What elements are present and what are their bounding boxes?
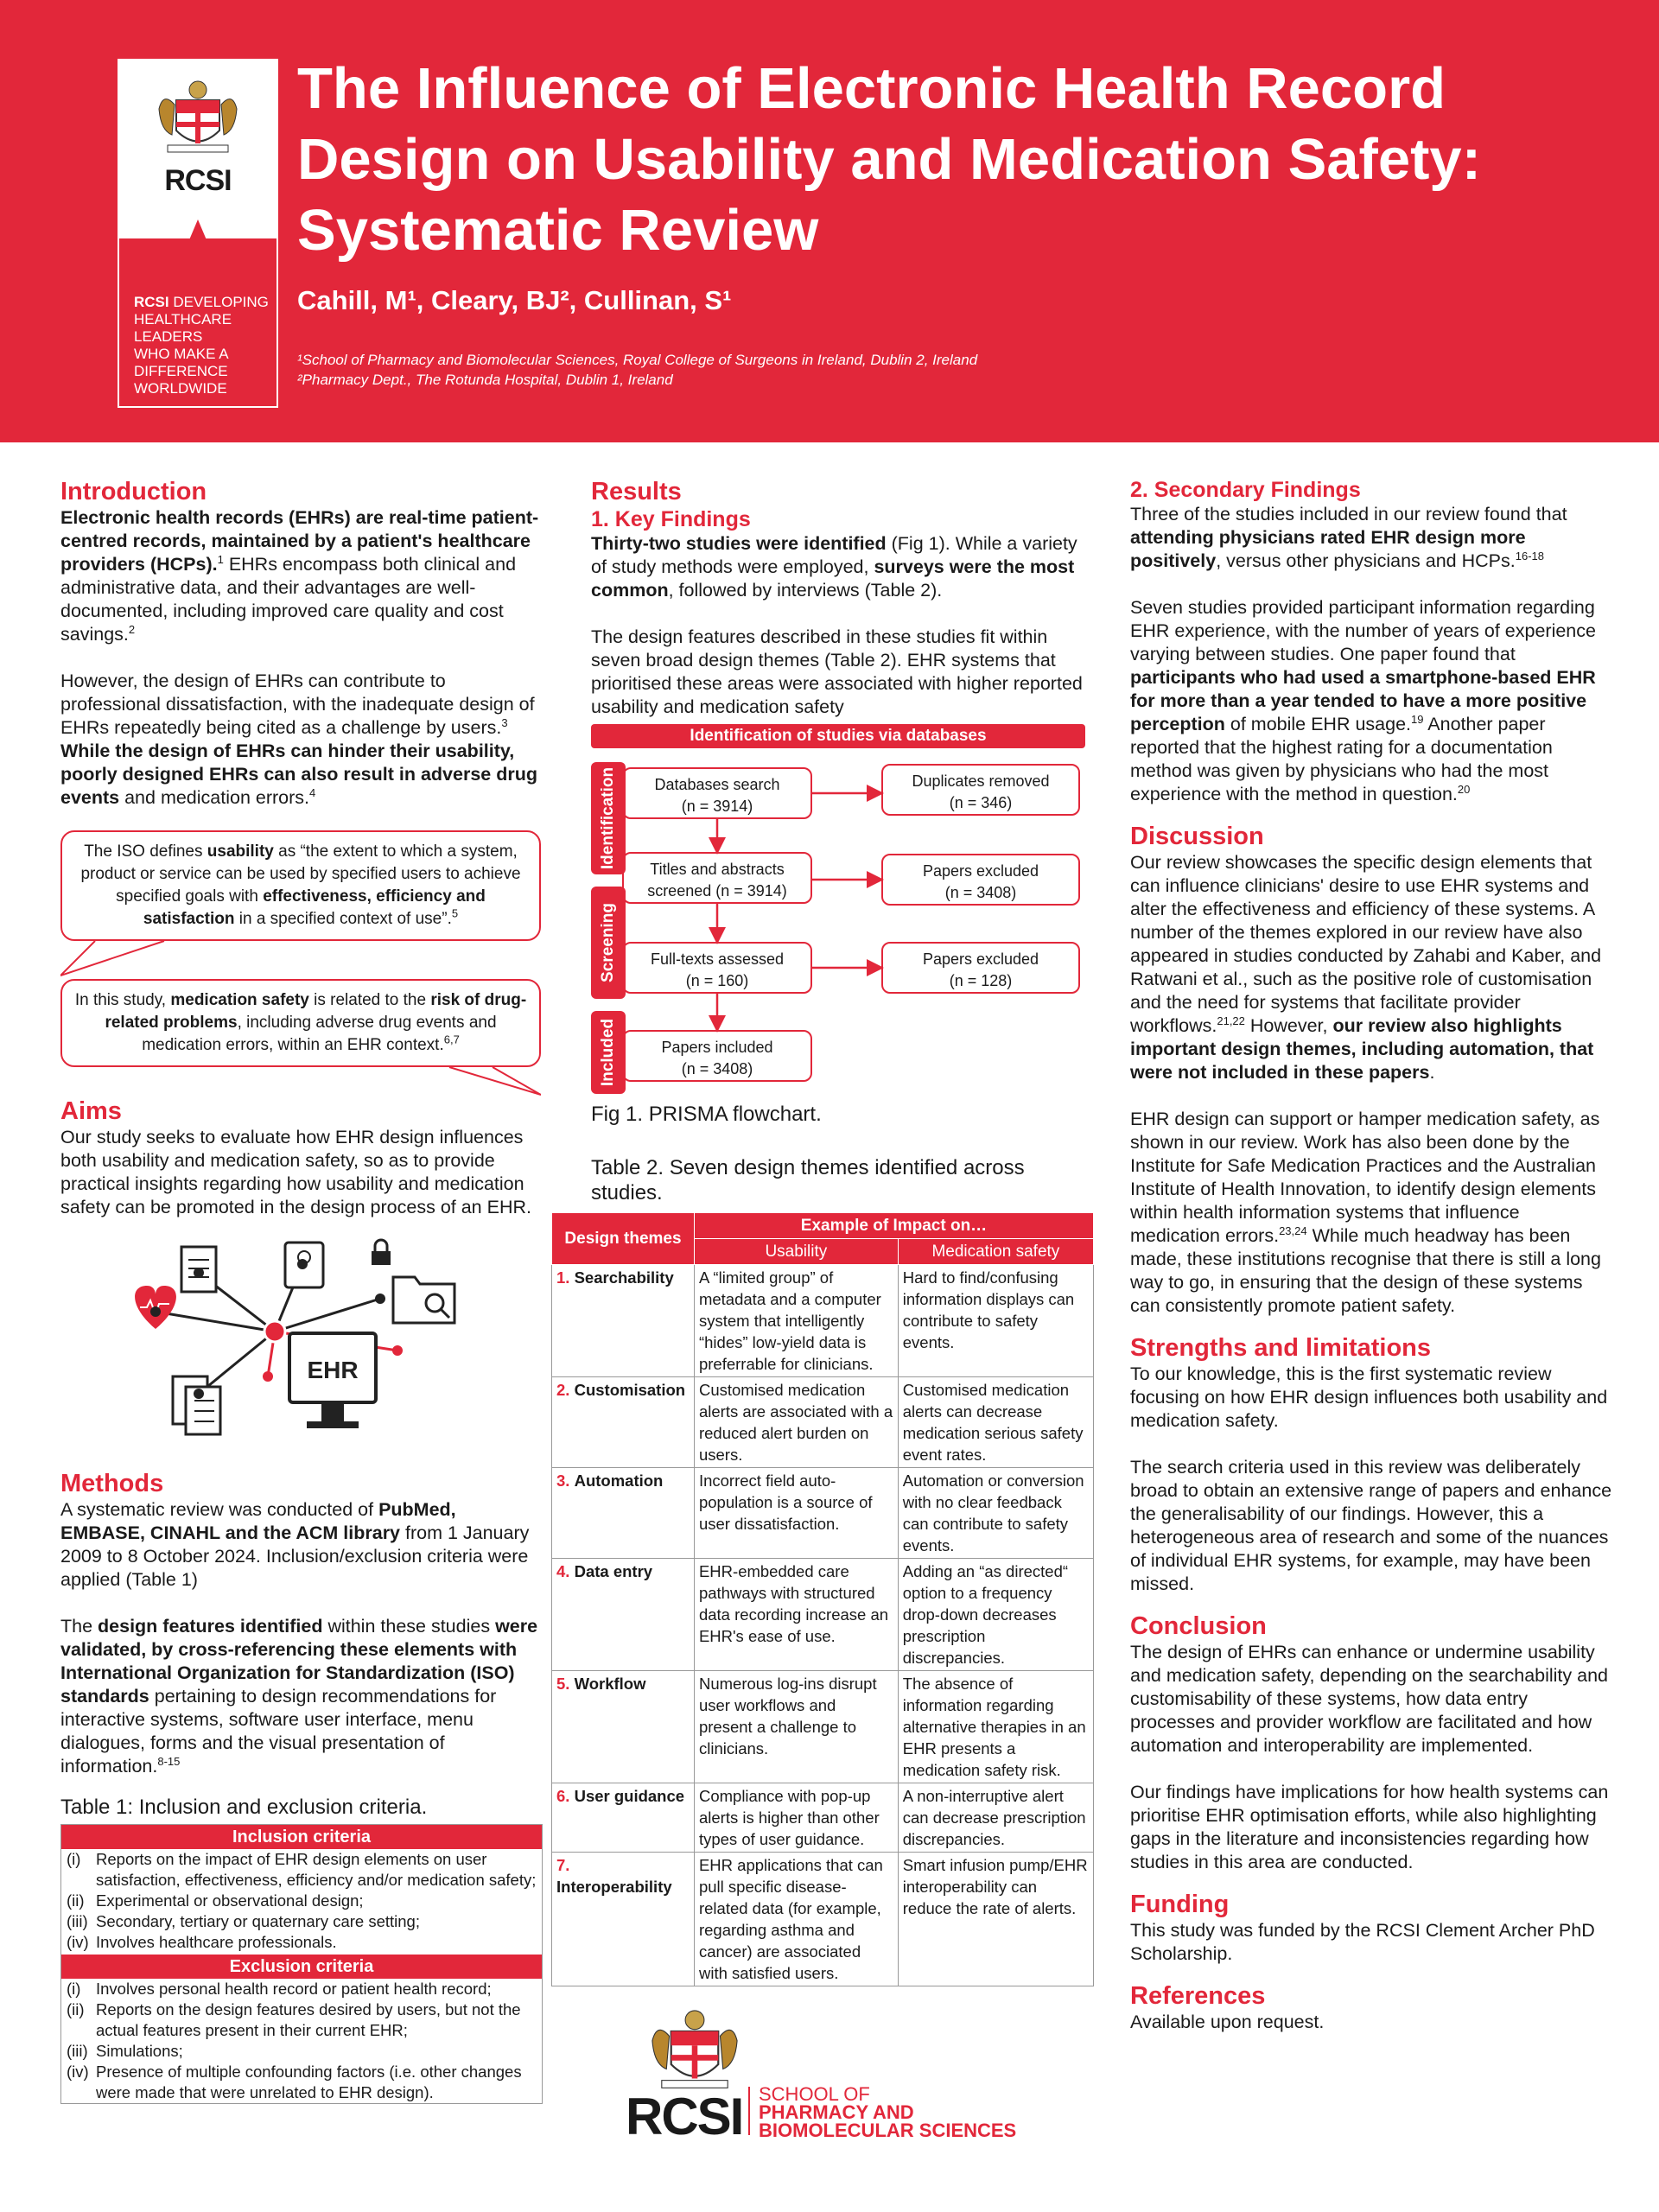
- stage-included: Included: [591, 1011, 626, 1094]
- exclusion-row: (iii) Simulations;: [67, 2042, 183, 2060]
- column-right: [1130, 477, 1614, 2034]
- column-left: [60, 477, 541, 2104]
- inclusion-row: (i) Reports on the impact of EHR design elements on user satisfaction, effectiveness, efficiency and/or medication safety;: [67, 1850, 537, 1889]
- funding-heading: Funding: [1130, 1891, 1230, 1918]
- folder-search-icon: [393, 1277, 454, 1323]
- fig1-caption: Fig 1. PRISMA flowchart.: [591, 1103, 822, 1126]
- inclusion-row: (iv) Involves healthcare professionals.: [67, 1933, 337, 1951]
- authors: Cahill, M¹, Cleary, BJ², Cullinan, S¹: [297, 285, 732, 315]
- ehr-label: EHR: [307, 1357, 359, 1383]
- table1: [60, 1824, 543, 2104]
- school-name: SCHOOL OF PHARMACY AND BIOMOLECULAR SCIENCES: [759, 2083, 1017, 2141]
- poster-title: The Influence of Electronic Health Record Design on Usability and Medication Safety: Systematic Review: [297, 56, 1481, 263]
- poster-header: [0, 0, 1659, 442]
- secondary-heading: 2. Secondary Findings: [1130, 478, 1361, 502]
- design-themes-table: [551, 1212, 1094, 1986]
- conclusion-heading: Conclusion: [1130, 1612, 1267, 1640]
- references-heading: References: [1130, 1982, 1266, 2010]
- table2-caption: Table 2. Seven design themes identified across studies.: [591, 1156, 1025, 1205]
- affiliations: ¹School of Pharmacy and Biomolecular Sciences, Royal College of Surgeons in Ireland, Dublin 2, Ireland ²Pharmacy Dept., The Rotunda Hospital, Dublin 1, Ireland: [297, 352, 978, 388]
- strengths-p2: The search criteria used in this review was deliberately broad to obtain an extensive range of papers and enhance the generalisability of our findings. However, this a heterogeneous area of research and some of the nuances of individual EHR systems, for example, may have been missed.: [1130, 1457, 1612, 1594]
- exclusion-row: (iv) Presence of multiple confounding factors (i.e. other changes were made that were unrelated to EHR design).: [67, 2063, 522, 2101]
- school-logo: [591, 2000, 1092, 2145]
- inclusion-row: (iii) Secondary, tertiary or quaternary care setting;: [67, 1912, 420, 1930]
- conclusion-p2: Our findings have implications for how health systems can prioritise EHR optimisation efforts, while also highlighting gaps in the literature and inconsistencies regarding how studies in this area are conducted.: [1130, 1782, 1609, 1872]
- table1-caption: Table 1: Inclusion and exclusion criteria.: [60, 1796, 428, 1819]
- strengths-p1: To our knowledge, this is the first systematic review focusing on how EHR design influences both usability and medication safety.: [1130, 1363, 1608, 1431]
- results-p2: The design features described in these studies fit within seven broad design themes (Table 2). EHR systems that prioritised these areas were associated with higher reported usability and medication safety: [591, 626, 1083, 717]
- usability-callout: The ISO defines usability as “the extent to which a system, product or service can be used by specified users to achieve specified goals with effectiveness, efficiency and satisfaction in a specified context of use”.$^5$: [60, 830, 541, 941]
- intro-heading: Introduction: [60, 478, 207, 505]
- fulltext-box: Full-texts assessed (n = 160): [622, 942, 812, 994]
- prisma-arrows: [591, 724, 1092, 1096]
- exclusion-row: (ii) Reports on the design features desired by users, but not the actual features present in their current EHR;: [67, 2000, 521, 2039]
- logo-divider: [748, 2087, 750, 2135]
- methods-p2: The design features identified within these studies were validated, by cross-referencing these elements with International Organization for Standardization (ISO) standards pertaining to design recommendations for interactive systems, software user interface, menu dialogues, forms and the visual presentation of information.$^{8-15}$: [60, 1616, 538, 1777]
- funding-text: This study was funded by the RCSI Clement Archer PhD Scholarship.: [1130, 1920, 1595, 1964]
- screened-box: Titles and abstracts screened (n = 3914): [622, 852, 812, 904]
- strengths-heading: Strengths and limitations: [1130, 1334, 1432, 1362]
- callout-pointer-2: [60, 1067, 541, 1096]
- aims-text: Our study seeks to evaluate how EHR design influences both usability and medication safety, so as to provide practical insights regarding how usability and medication safety can be promoted in the design process of an EHR.: [60, 1127, 531, 1217]
- prisma-flowchart: [591, 724, 1092, 1096]
- results-p1: Thirty-two studies were identified (Fig 1). While a variety of study methods were employed, surveys were the most common, followed by interviews (Table 2).: [591, 533, 1077, 601]
- intro-p1: Electronic health records (EHRs) are real-time patient-centred records, maintained by a patient's healthcare providers (HCPs).$^1$ EHRs encompass both clinical and administrative data, and their advantages are well-documented, including improved care quality and cost savings.$^2$: [60, 507, 539, 645]
- methods-heading: Methods: [60, 1470, 164, 1497]
- table-row: 1. Searchability A “limited group” of metadata and a computer system that intelligently “hides” low-yield data is preferrable for clinicians. Hard to find/confusing information displays can contribute to safety events.: [552, 1265, 1094, 1377]
- table-row: 4. Data entry EHR-embedded care pathways with structured data recording increase an EHR's ease of use. Adding an “as directed“ option to a frequency drop-down decreases prescription discrepancies.: [552, 1559, 1094, 1671]
- discussion-p1: Our review showcases the specific design elements that can influence clinicians' desire to use EHR systems and alter the effectiveness and efficiency of these systems. A number of the themes explored in our review have also appeared in studies conducted by Zahabi and Kaber, and Ratwani et al., such as the positive role of customisation and the need for systems that facilitate provider workflows.$^{21,22}$ However, our review also highlights important design themes, including automation, that were not included in these papers.: [1130, 852, 1602, 1083]
- references-text: Available upon request.: [1130, 2012, 1325, 2032]
- table-row: 7. Interoperability EHR applications that can pull specific disease-related data (for example, regarding asthma and cancer) are associated with satisfied users. Smart infusion pump/EHR interoperability can reduce the rate of alerts.: [552, 1853, 1094, 1986]
- table-row: 5. Workflow Numerous log-ins disrupt user workflows and present a challenge to clinicians. The absence of information regarding alternative therapies in an EHR presents a medication safety risk.: [552, 1671, 1094, 1783]
- aims-heading: Aims: [60, 1097, 122, 1125]
- crest-icon: [643, 2000, 747, 2095]
- table-row: 2. Customisation Customised medication alerts are associated with a reduced alert burden on users. Customised medication alerts can decrease medication serious safety event rates.: [552, 1377, 1094, 1468]
- excluded-box-1: Papers excluded (n = 3408): [881, 854, 1080, 906]
- secondary-p2: Seven studies provided participant information regarding EHR experience, with the number of years of experience varying between studies. One paper found that participants who had used a smartphone-based EHR for more than a year tended to have a more positive perception of mobile EHR usage.$^{19}$ Another paper reported that the highest rating for a documentation method was given by physicians who had the most experience with the method in question.$^{20}$: [1130, 597, 1596, 804]
- intro-p2: However, the design of EHRs can contribute to professional dissatisfaction, with the inadequate design of EHRs repeatedly being cited as a challenge by users.$^3$ While the design of EHRs can hinder their usability, poorly designed EHRs can also result in adverse drug events and medication errors.$^4$: [60, 671, 537, 808]
- duplicates-box: Duplicates removed (n = 346): [881, 764, 1080, 816]
- key-findings-heading: 1. Key Findings: [591, 507, 751, 531]
- exclusion-header: Exclusion criteria: [61, 1955, 542, 1979]
- conclusion-p1: The design of EHRs can enhance or undermine usability and medication safety, depending on the searchability and customisability of these systems, how data entry processes and provider workflow are facilitated and how automation and interoperability are implemented.: [1130, 1642, 1609, 1756]
- table-row: 6. User guidance Compliance with pop-up alerts is higher than other types of user guidance. A non-interruptive alert can decrease prescription discrepancies.: [552, 1783, 1094, 1853]
- tagline: RCSI DEVELOPING HEALTHCARE LEADERS WHO MAKE A DIFFERENCE WORLDWIDE: [134, 294, 269, 397]
- secondary-p1: Three of the studies included in our review found that attending physicians rated EHR design more positively, versus other physicians and HCPs.$^{16-18}$: [1130, 504, 1567, 571]
- included-box: Papers included (n = 3408): [622, 1030, 812, 1082]
- database-search-box: Databases search (n = 3914): [622, 767, 812, 819]
- ehr-illustration: [60, 1238, 541, 1459]
- prisma-banner: Identification of studies via databases: [591, 724, 1085, 748]
- th-usability: Usability: [694, 1239, 898, 1265]
- th-design-themes: Design themes: [552, 1213, 695, 1265]
- inclusion-row: (ii) Experimental or observational design;: [67, 1891, 364, 1910]
- brand-name: RCSI: [164, 164, 232, 197]
- methods-p1: A systematic review was conducted of PubMed, EMBASE, CINAHL and the ACM library from 1 January 2009 to 8 October 2024. Inclusion/exclusion criteria were applied (Table 1): [60, 1499, 530, 1590]
- th-medication-safety: Medication safety: [898, 1239, 1093, 1265]
- exclusion-row: (i) Involves personal health record or patient health record;: [67, 1980, 492, 1998]
- medication-safety-callout: In this study, medication safety is related to the risk of drug-related problems, including adverse drug events and medication errors, within an EHR context.$^{6,7}$: [60, 979, 541, 1067]
- callout-pointer: [60, 941, 541, 979]
- stage-identification: Identification: [591, 762, 626, 874]
- lock-icon: [372, 1240, 391, 1265]
- excluded-box-2: Papers excluded (n = 128): [881, 942, 1080, 994]
- column-middle: [556, 477, 1092, 2145]
- table-row: 3. Automation Incorrect field auto-population is a source of user dissatisfaction. Automation or conversion with no clear feedback can contribute to safety events.: [552, 1468, 1094, 1559]
- rcsi-logo: [118, 59, 278, 219]
- crest-icon: [150, 74, 245, 156]
- inclusion-header: Inclusion criteria: [61, 1825, 542, 1849]
- checklist-icon: [173, 1376, 220, 1434]
- results-heading: Results: [591, 478, 682, 505]
- discussion-heading: Discussion: [1130, 823, 1264, 850]
- stage-screening: Screening: [591, 887, 626, 999]
- footer-brand: RCSI: [626, 2088, 743, 2145]
- discussion-p2: EHR design can support or hamper medication safety, as shown in our review. Work has also been done by the Institute for Safe Medication Practices and the Australian Institute of Health Innovation, to identify design elements within health information systems that influence medication errors.$^{23,24}$ While much headway has been made, these institutions recognise that there is still a long way to go, in ensuring that the design of these systems can consistently promote patient safety.: [1130, 1109, 1601, 1316]
- th-example: Example of Impact on…: [694, 1213, 1093, 1239]
